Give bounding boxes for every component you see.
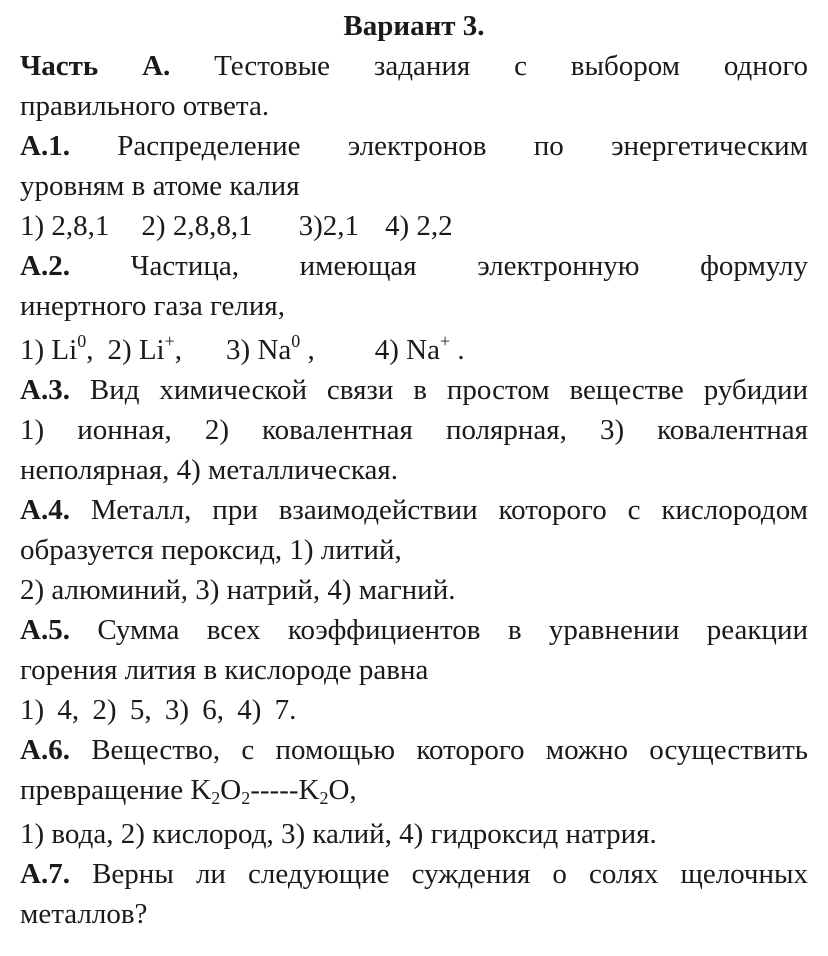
question-a7-text-continued: металлов? [20,898,148,930]
question-a3-text: Вид химической связи в простом веществе рубидии [89,374,809,406]
option-3: 3) Na$^0$ , [226,331,315,366]
part-a-text-continued: правильного ответа. [20,90,270,122]
part-a-text: Тестовые задания с выбором одного [214,50,808,82]
question-a4-options: 2) алюминий, 3) натрий, 4) магний. [20,574,456,606]
question-a1-options [20,206,808,246]
question-a7 [20,854,808,894]
question-a3-options: 1) ионная, 2) ковалентная полярная, 3) ковалентная [20,414,808,446]
question-a1 [20,126,808,166]
question-a2-text: Частица, имеющая электронную формулу [130,250,808,282]
part-a-heading [20,46,808,86]
question-a5-number: А.5. [20,614,70,646]
variant-title: Вариант 3. [343,10,485,42]
question-a6 [20,730,808,770]
part-a-label: Часть А. [20,50,171,82]
option-2: 2) Li+, [107,331,183,366]
question-a3-options-continued: неполярная, 4) металлическая. [20,454,398,486]
question-a5-text: Сумма всех коэффициентов в уравнении реакции [97,614,808,646]
option-3: 3)2,1 [298,210,360,242]
question-a2 [20,246,808,286]
question-a2-text-continued: инертного газа гелия, [20,290,285,322]
question-a6-text: Вещество, с помощью которого можно осуществить [91,734,809,766]
option-4: 4) 2,2 [385,210,453,242]
option-1: 1) 2,8,1 [20,210,110,242]
question-a4-number: А.4. [20,494,70,526]
question-a4-text-continued: образуется пероксид, 1) литий, [20,534,402,566]
question-a5 [20,610,808,650]
question-a1-text-continued: уровням в атоме калия [20,170,300,202]
question-a7-number: А.7. [20,858,70,890]
question-a4 [20,490,808,530]
option-4: 4) Na+ . [374,331,465,366]
question-a6-number: А.6. [20,734,70,766]
question-a5-text-continued: горения лития в кислороде равна [20,654,429,686]
option-1: 1) Li$^0$, [20,331,94,366]
question-a2-options [20,330,808,370]
question-a7-text: Верны ли следующие суждения о солях щелочных [92,858,809,890]
question-a6-formula-line: превращение $K_2O_2-----K_2O$, [20,774,357,808]
question-a1-text: Распределение электронов по энергетическим [117,130,808,162]
question-a2-number: А.2. [20,250,70,282]
question-a4-text: Металл, при взаимодействии которого с кислородом [90,494,808,526]
question-a3 [20,370,808,410]
question-a5-options: 1) 4, 2) 5, 3) 6, 4) 7. [20,694,297,726]
option-2: 2) 2,8,8,1 [141,210,253,242]
question-a3-number: А.3. [20,374,70,406]
question-a1-number: А.1. [20,130,70,162]
question-a6-options: 1) вода, 2) кислород, 3) калий, 4) гидроксид натрия. [20,818,657,850]
